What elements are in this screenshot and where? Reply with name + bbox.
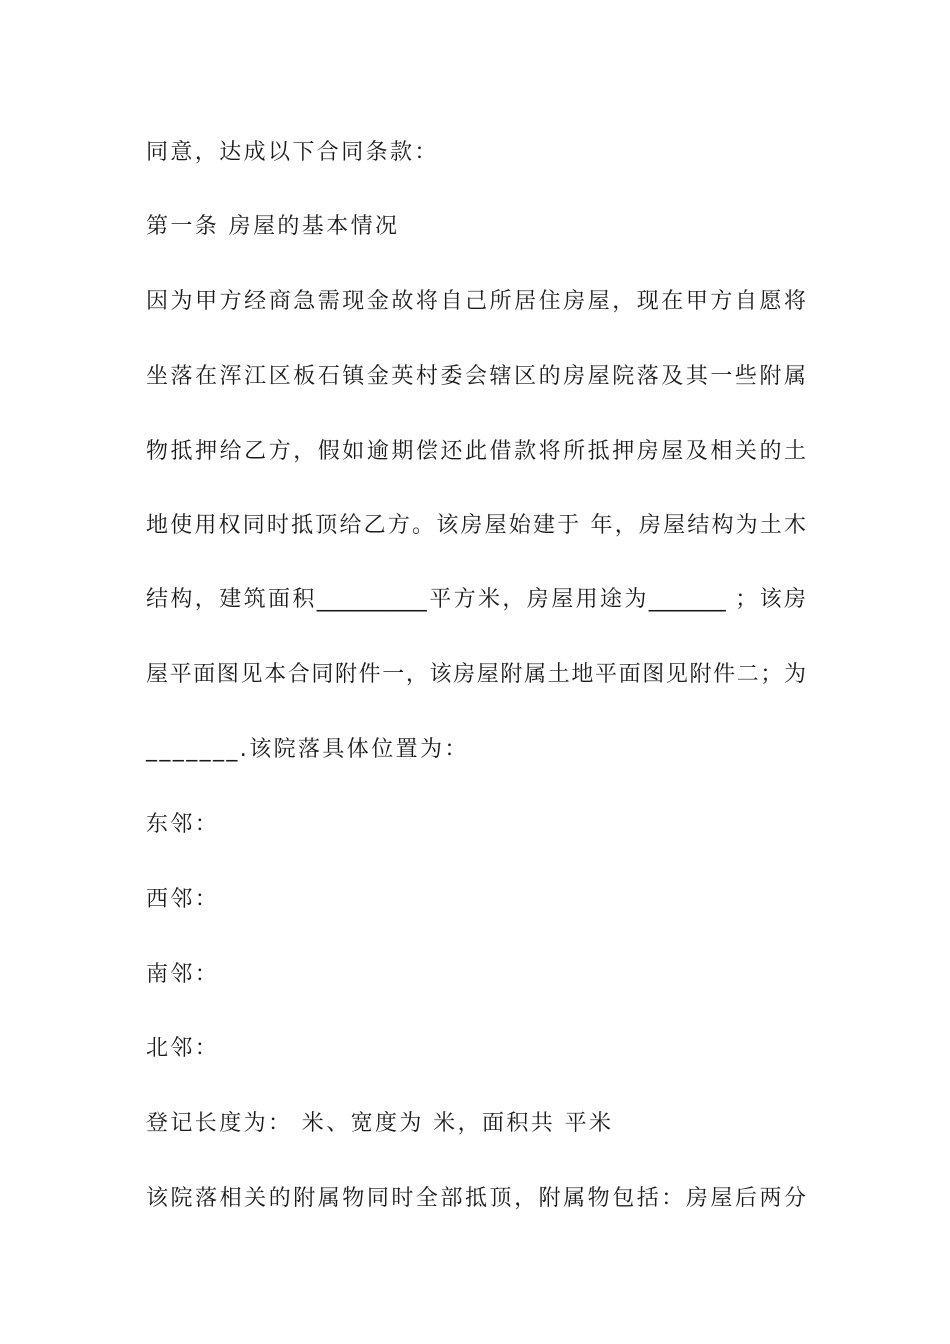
paragraph-line: 坐落在浑江区板石镇金英村委会辖区的房屋院落及其一些附属: [146, 364, 806, 389]
paragraph-line: 物抵押给乙方，假如逾期偿还此借款将所抵押房屋及相关的土: [146, 439, 806, 464]
east-neighbor-label: 东邻：: [146, 812, 220, 837]
north-neighbor-label: 北邻：: [146, 1036, 220, 1061]
paragraph-line: 该院落相关的附属物同时全部抵顶，附属物包括：房屋后两分: [146, 1186, 806, 1211]
paragraph-line: 屋平面图见本合同附件一，该房屋附属土地平面图见附件二；为: [146, 662, 806, 687]
paragraph-line: 结构，建筑面积__________平方米，房屋用途为_______ ；该房: [146, 587, 806, 612]
article-one-heading: 第一条 房屋的基本情况: [146, 214, 400, 239]
west-neighbor-label: 西邻：: [146, 887, 220, 912]
paragraph-line: 因为甲方经商急需现金故将自己所居住房屋，现在甲方自愿将: [146, 289, 806, 314]
paragraph-line: 地使用权同时抵顶给乙方。该房屋始建于 年，房屋结构为土木: [146, 513, 806, 538]
paragraph-line: _______.该院落具体位置为：: [146, 737, 469, 762]
south-neighbor-label: 南邻：: [146, 962, 220, 987]
contract-intro-line: 同意，达成以下合同条款：: [146, 140, 439, 165]
registered-dimensions-line: 登记长度为： 米、宽度为 米，面积共 平米: [146, 1111, 614, 1136]
